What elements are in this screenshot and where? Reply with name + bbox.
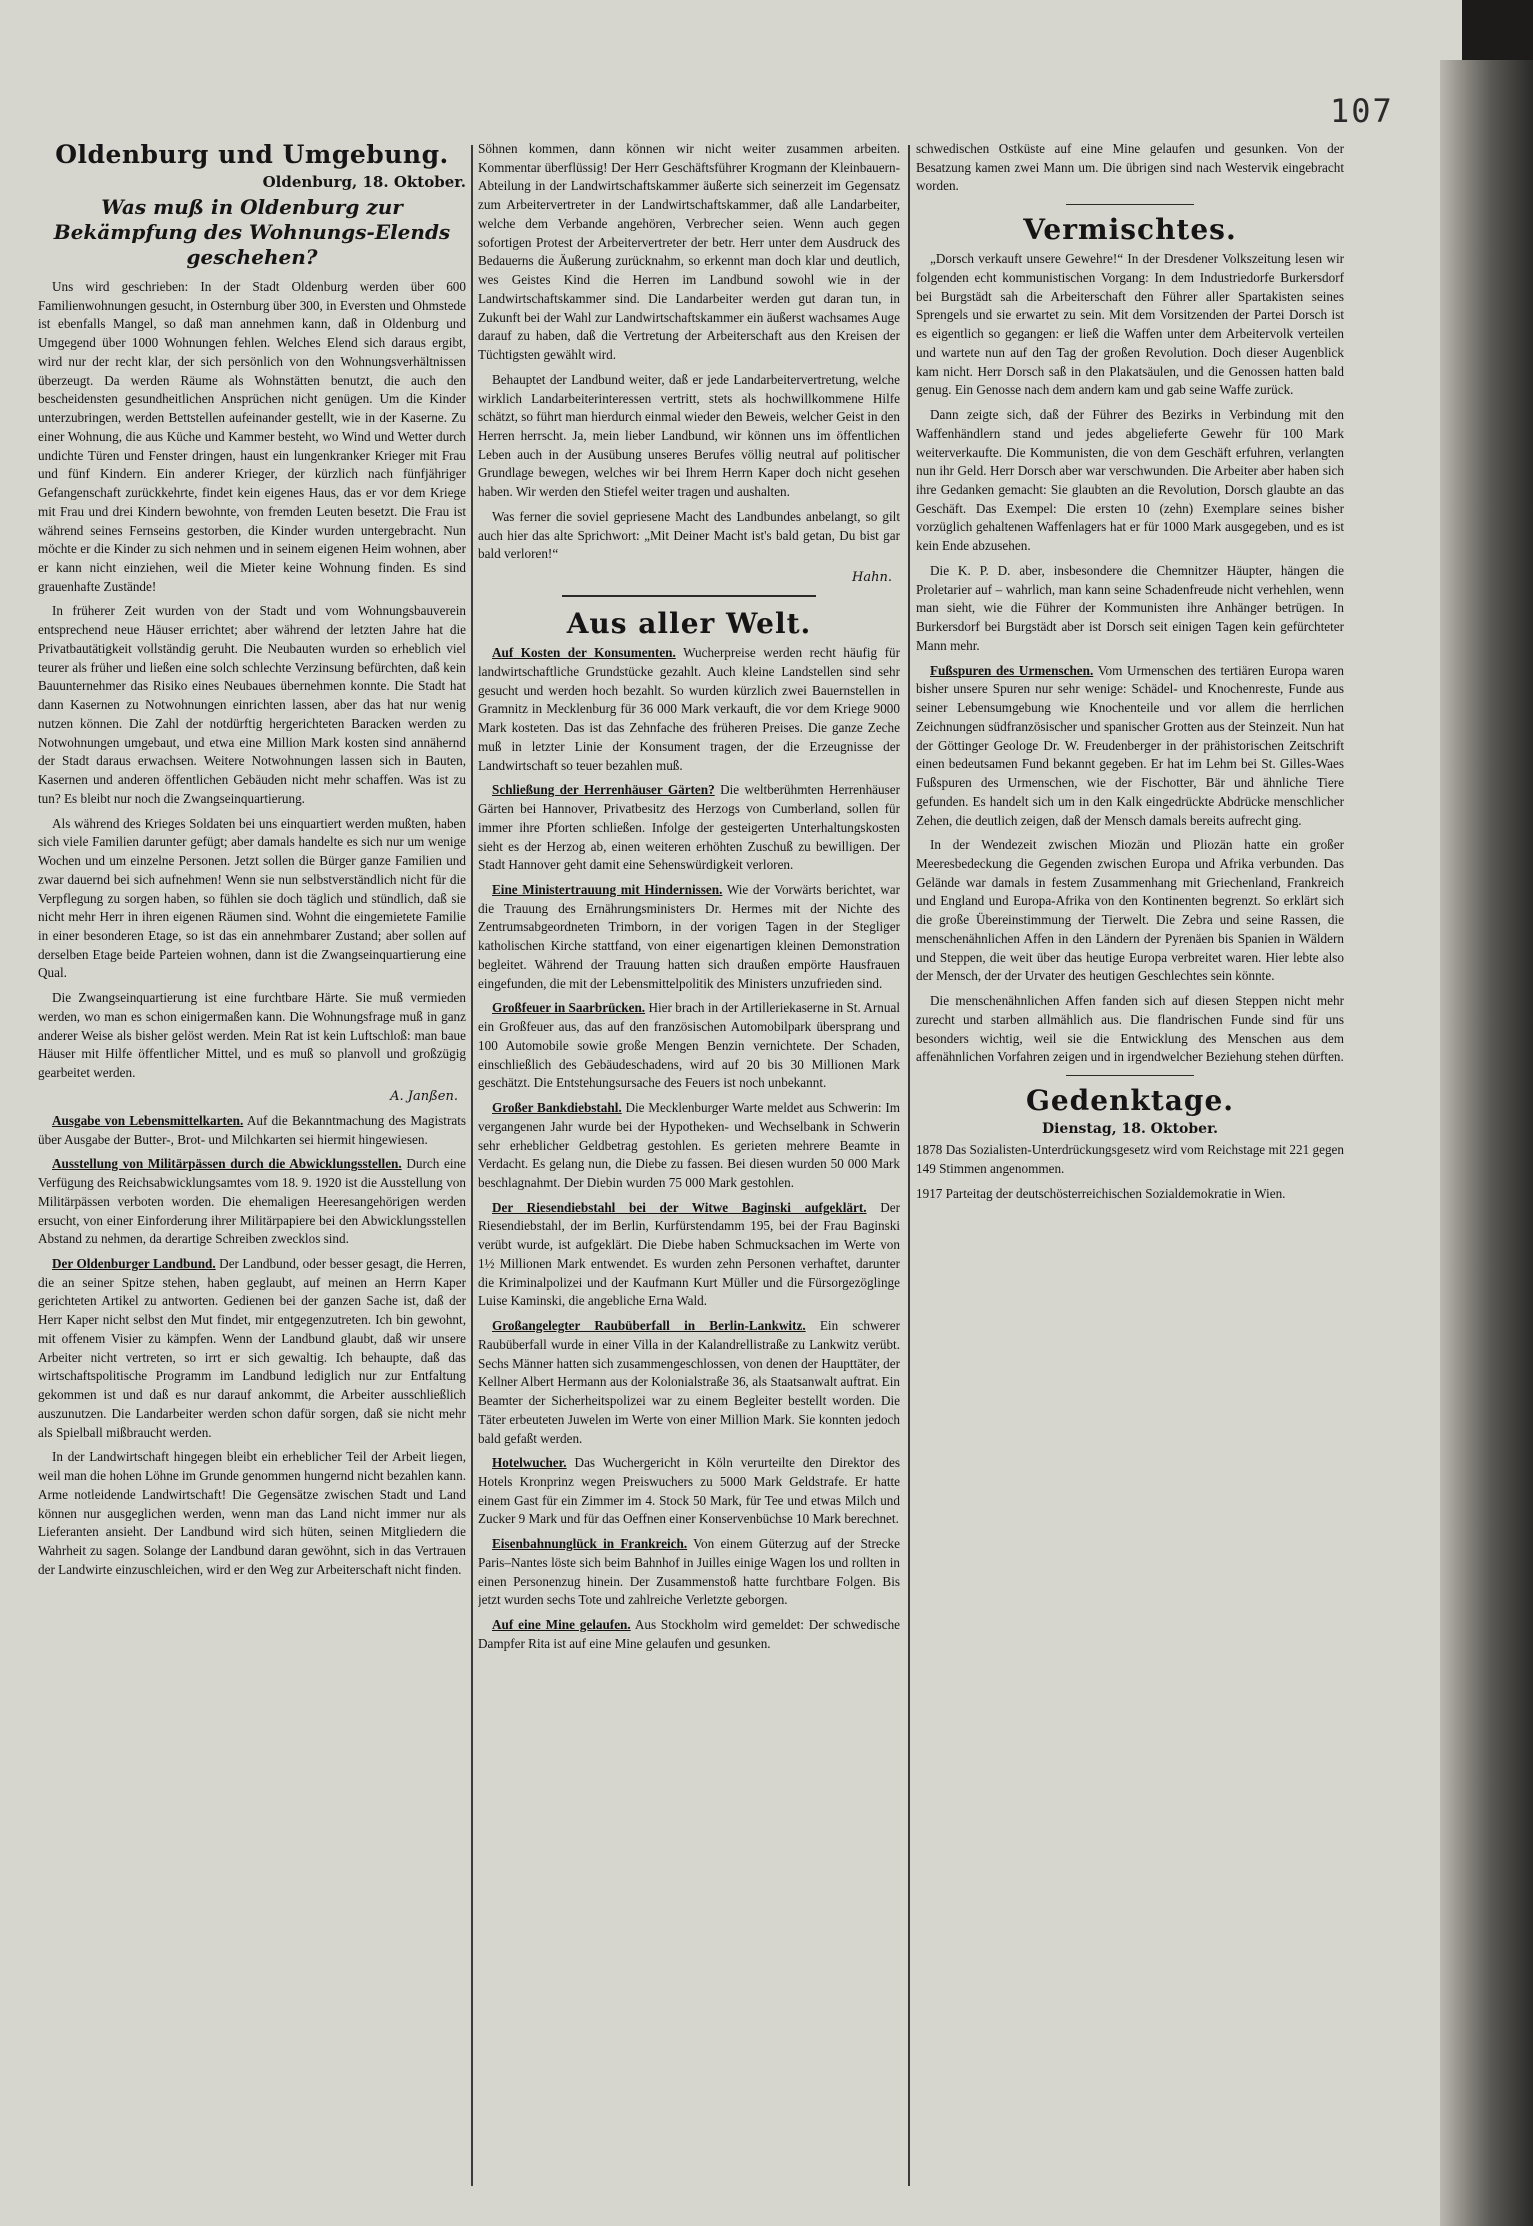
gedenktag-entry: 1878 Das Sozialisten-Unterdrückungsgesetz wird vom Reichstage mit 221 gegen 149 Stimmen angenommen. [916,1142,1344,1176]
section-title-oldenburg: Oldenburg und Umgebung. [55,140,449,169]
article-paragraph: Uns wird geschrieben: In der Stadt Oldenburg werden über 600 Familienwohnungen gesucht, in Osternburg über 300, in Eversten und Ohmstede ist ebenfalls Mangel, so daß man annehmen kann, daß in Oldenburg und Umgegend über 1000 Wohnungen fehlen. Welches Elend sich daraus ergibt, wird nur der recht klar, der sich persönlich von den Wohnungsverhältnissen überzeugt. Da werden Räume als Wohnstätten benutzt, die auch den bescheidensten gesundheitlichen Ansprüchen nicht genügen. Um die Kinder unterzubringen, werden Bettstellen aufeinander gestellt, wie in der Kaserne. Zu einer Wohnung, die aus Küche und Kammer besteht, wo Wind und Wetter durch undichte Türen und Fenster dringen, haust ein lungenkranker Krieger mit Frau und fünf Kindern. Ein anderer Krieger, der kürzlich nach fünfjähriger Gefangenschaft zurückkehrte, findet kein eigenes Haus, das er vor dem Kriege mit Frau und drei Kindern bewohnte, von fremden Leuten besetzt. Die Frau ist während seines Fernseins gestorben, die Kinder wurden untergebracht. Nun möchte er die Kinder zu sich nehmen und in seinem eigenen Heim wohnen, aber er kann nicht einziehen, weil die Mieter keine Wohnung finden. Es sind grauenhafte Zustände! [38,279,466,594]
news-item [916,662,1344,831]
news-item-heading: Eine Ministertrauung mit Hindernissen. [492,881,723,897]
news-item-heading: Auf eine Mine gelaufen. [492,1617,631,1633]
gedenktag-entry: 1917 Parteitag der deutschösterreichischen Sozialdemokratie in Wien. [916,1185,1286,1201]
section-divider [1066,1075,1194,1076]
news-item [478,1317,900,1448]
news-item-heading: Der Oldenburger Landbund. [52,1255,216,1271]
article-paragraph: In der Wendezeit zwischen Miozän und Pliozän hatte ein großer Meeresbedeckung die Gegenden zwischen Europa und Afrika verbunden. Das Gelände war damals in festem Zusammenhang mit Griechenland, Frankreich und England und Europa-Afrika von den Kontinenten begrenzt. So erklärt sich die große Übereinstimmung der Tierwelt. Die Zebra und seine Rassen, die menschenähnlichen Affen in den Ländern der Pyrenäen bis Spanien in Wäldern und Steppen, die weit über das heutige Europa verbreitet waren. Hier lebte also der Mensch, der der Urvater des heutigen Geschlechtes sein könnte. [916,837,1344,984]
news-item-text: Wucherpreise werden recht häufig für landwirtschaftliche Grundstücke gezahlt. Auch kleine Landstellen sind sehr gesucht und werden hoch bezahlt. So wurden kürzlich zwei Bauernstellen in Gramnitz in Mecklenburg für 36 000 Mark verkauft, die vor dem Kriege 9000 Mark kosteten. Das ist das Zehnfache des früheren Preises. Die ganze Zeche muß in letzter Linie der Konsument tragen, der die Erzeugnisse der Landwirtschaft so teuer bezahlen muß. [478,645,900,773]
news-item-heading: Ausstellung von Militärpässen durch die Abwicklungsstellen. [52,1156,402,1172]
news-item [478,644,900,775]
page-number: 107 [1330,92,1394,130]
news-item-text: Durch eine Verfügung des Reichsabwicklungsamtes vom 18. 9. 1920 ist die Ausstellung von Militärpässen verboten worden. Die ehemaligen Heeresangehörigen werden ersucht, von einer Einforderung ihrer Militärpapiere bei den Abwicklungsstellen Abstand zu nehmen, da derartige Schreiben zwecklos sind. [38,1156,466,1247]
news-item-text: Der Landbund, oder besser gesagt, die Herren, die an seiner Spitze stehen, haben geglaubt, auf meinen an Herrn Kaper gerichteten Artikel zu antworten. Gedienen bei der ganzen Sache ist, daß der Herr Kaper nicht selbst den Mut findet, mir entgegenzutreten. Ich bin gewohnt, mit offenem Visier zu kämpfen. Wenn der Landbund glaubt, daß wir unsere Arbeiter nicht vertreten, so irrt er sich gewaltig. Ich behaupte, daß das wirtschaftspolitische Programm im Landbund lediglich nur zur Entfaltung gekommen ist und daß es nur darauf ankommt, die Arbeiter ausschließlich auszunutzen. Die Landarbeiter werden schon dafür sorgen, daß sie nicht mehr als Spielball mißbraucht werden. [38,1255,466,1440]
news-item-heading: Großangelegter Raubüberfall in Berlin-Lankwitz. [492,1318,806,1334]
news-item-text: Hier brach in der Artilleriekaserne in St. Arnual ein Großfeuer aus, das auf den französischen Automobilpark übersprang und 100 Automobile sowie große Mengen Benzin vernichtete. Der Schaden, einschließlich des Gebäudeschadens, wird auf 20 bis 30 Millionen Mark geschätzt. Die Entstehungsursache des Feuers ist noch unbekannt. [478,1000,900,1091]
section-divider [1066,204,1194,205]
article-paragraph: Was ferner die soviel gepriesene Macht des Landbundes anbelangt, so gilt auch hier das alte Sprichwort: „Mit Deiner Macht ist's bald getan, Du bist gar bald verloren!“ [478,508,900,562]
news-item-text: Aus Stockholm wird gemeldet: Der schwedische Dampfer Rita ist auf eine Mine gelaufen und gesunken. [478,1617,900,1651]
news-item-text: Die weltberühmten Herrenhäuser Gärten bei Hannover, Privatbesitz des Herzogs von Cumberland, sollen für immer ihre Pforten schließen. Infolge der gesteigerten Unterhaltungskosten sieht es der Herzog ab, einen weiteren erhöhten Zuschuß zu bewilligen. Der Stadt Hannover geht damit eine Sehenswürdigkeit verloren. [478,782,900,873]
headline-wohnungs-elend: Was muß in Oldenburg zur Bekämpfung des Wohnungs-Elends geschehen? [53,195,451,269]
news-item-heading: Eisenbahnunglück in Frankreich. [492,1536,688,1552]
news-item [478,1535,900,1610]
news-item-text: Von einem Güterzug auf der Strecke Paris–Nantes löste sich beim Bahnhof in Juilles einige Wagen los und rollten in einen Personenzug hinein. Der Zusammenstoß hatte furchtbare Folgen. Bis jetzt wurden sechs Tote und zahlreiche Verletzte geborgen. [478,1536,900,1608]
column-middle [478,140,900,2190]
news-item-text: Auf die Bekanntmachung des Magistrats über Ausgabe der Butter-, Brot- und Milchkarten sei hiermit hingewiesen. [38,1112,466,1147]
news-item-heading: Auf Kosten der Konsumenten. [492,645,676,661]
news-item-text: Ein schwerer Raubüberfall wurde in einer Villa in der Kalandrellistraße zu Lankwitz verübt. Sechs Männer hatten sich zusammengeschlossen, von denen der Haupttäter, der Kellner Albert Hermann aus der Kolonialstraße 36, als Staatsanwalt auftrat. Ein Beamter der Sicherheitspolizei war zu einem Begleiter bestellt worden. Die Täter erbeuteten Juwelen im Werte von einer Million Mark. Sie konnten jedoch bald gefaßt werden. [478,1318,900,1446]
news-item-heading: Großfeuer in Saarbrücken. [492,1000,646,1016]
article-paragraph: Als während des Krieges Soldaten bei uns einquartiert werden mußten, haben sich viele Familien darunter gefügt; aber damals handelte es sich nur um wenige Wochen und um einzelne Personen. Jetzt sollen die Bürger ganze Familien und zwar dauernd bei sich aufnehmen! Wenn sie nun selbstverständlich nicht für die Verpflegung zu sorgen haben, so fühlen sie doch täglich und stündlich, daß sie nicht mehr Herr in ihren eigenen Räumen sind. Wohnt die eingemietete Familie in einer besonderen Etage, so ist das ein annehmbarer Zustand; aber sollen auf derselben Etage beide Parteien wohnen, dann ist die Zwangseinquartierung eine Qual. [38,815,466,981]
news-item-heading: Der Riesendiebstahl bei der Witwe Baginski aufgeklärt. [492,1199,867,1215]
article-paragraph: „Dorsch verkauft unsere Gewehre!“ In der Dresdener Volkszeitung lesen wir folgenden echt kommunistischen Vorgang: In dem Industriedorfe Burkersdorf bei Burgstädt sah die Arbeiterschaft den Führer aller Spartakisten seines Sprengels und sie erwartet zu sein. Mit dem Vorsitzenden der Partei Dorsch ist es eigentlich so gegangen: er ließ die Waffen unter dem Arbeitervolk verteilen und wartete nun auf den Tag der großen Revolution. Doch dieser Augenblick kam nicht. Herr Dorsch saß in den Plakatsäulen, und die Genossen hatten bald genug. Ein Genosse nach dem andern kam und gab seine Waffe zurück. [916,251,1344,398]
news-item [478,999,900,1093]
section-title-aus-aller-welt: Aus aller Welt. [566,607,812,641]
section-title-vermischtes: Vermischtes. [1023,213,1237,247]
article-paragraph: Die Zwangseinquartierung ist eine furchtbare Härte. Sie muß vermieden werden, wo man es schon einigermaßen kann. Die Wohnungsfrage muß in ganz anderer Weise als bisher gelöst werden. Mein Rat ist kein Luftschloß: man baue Häuser mit Hilfe öffentlicher Mittel, und es muß so planvoll und großzügig gearbeitet werden. [38,990,466,1081]
column-left [38,140,466,2190]
news-item [478,1199,900,1311]
news-item [478,881,900,993]
author-signature: A. Janßen. [390,1088,458,1104]
news-item-heading: Fußspuren des Urmenschen. [930,662,1094,678]
article-paragraph: schwedischen Ostküste auf eine Mine gelaufen und gesunken. Von der Besatzung kamen zwei Mann um. Die übrigen sind nach Westervik eingebracht worden. [916,141,1344,194]
news-item-heading: Hotelwucher. [492,1455,567,1471]
news-item [478,781,900,875]
news-item [478,1454,900,1529]
news-item [38,1112,466,1149]
author-signature: Hahn. [852,570,892,586]
gedenktage-date: Dienstag, 18. Oktober. [1041,1121,1219,1138]
news-item-text: Die Mecklenburger Warte meldet aus Schwerin: Im vergangenen Jahr wurde bei der Hypotheken- und Wechselbank in Schwerin sehr erheblicher Geldbetrag gestohlen. Es gerieten mehrere Beamte in Verdacht. Es gelang nun, die Diebe zu fassen. Bei diesen wurden 50 000 Mark beschlagnahmt. Der Diebin wurden 75 000 Mark gestohlen. [478,1100,900,1190]
news-item [38,1155,466,1249]
news-item-text: Der Riesendiebstahl, der im Berlin, Kurfürstendamm 195, bei der Frau Baginski verübt wurde, ist aufgeklärt. Die Diebe haben Schmucksachen im Werte von 1½ Millionen Mark entwendet. Es wurden zehn Personen verhaftet, darunter die Kriminalpolizei und der Kaufmann Kurt Müller und die Fürsorgezöglinge Luise Kaminski, die angebliche Erna Wald. [478,1199,900,1309]
article-paragraph: Behauptet der Landbund weiter, daß er jede Landarbeitervertretung, welche wirklich Landarbeiterinteressen vertritt, stets als hochwillkommene Hilfe schätzt, so führt man hierdurch einmal wieder den Beweis, welcher Geist in den Herren herrscht. Ja, mein lieber Landbund, wir können uns im öffentlichen Leben auch in der Ausübung unseres Berufes völlig neutral auf politischer Grundlage bewegen, welches wir bei Ihrem Herrn Kaper doch nicht gesehen haben. Wir werden den Stiefel weiter tragen und aushalten. [478,371,900,500]
news-item [478,1616,900,1653]
column-right [916,140,1344,2190]
column-rule [908,145,910,2186]
news-item-heading: Schließung der Herrenhäuser Gärten? [492,782,715,798]
news-item-text: Wie der Vorwärts berichtet, war die Trauung des Ernährungsministers Dr. Hermes mit der Nichte des Zentrumsabgeordneten Trimborn, in der vorigen Tagen in der Stegliger katholischen Kirche stattfand, von einer eigenartigen kleinen Demonstration begleitet. Während der Trauung hatten sich draußen empörte Hausfrauen eingefunden, die mit der Lebensmittelpolitik des Ministers unzufrieden sind. [478,881,900,991]
news-item-text: Vom Urmenschen des tertiären Europa waren bisher unsere Spuren nur sehr wenige: Schädel- und Knochenreste, Funde aus seiner Lebensumgebung wie Knochenteile und vor allem die herrlichen Zeichnungen südfranzösischer und spanischer Grotten aus der Steinzeit. Nun hat der Göttinger Geologe Dr. W. Freudenberger in der prähistorischen Zeitschrift einen bedeutsamen Fund bekannt gegeben. Er hat im Lehm bei St. Gilles-Waes Fußspuren des Urmenschen, wie der Fischotter, Bär und ähnliche Tiere gefunden. Es handelt sich um in den Kalk eingedrückte Abdrücke menschlicher Zehen, die deutlich zeigen, daß der Mensch damals bereits aufrecht ging. [916,662,1344,828]
section-divider [562,595,815,597]
news-item [38,1255,466,1442]
news-item-heading: Großer Bankdiebstahl. [492,1100,622,1116]
article-paragraph: Die K. P. D. aber, insbesondere die Chemnitzer Häupter, hängen die Proletarier auf – wahrlich, man kann seine Schadenfreude nicht verhehlen, wenn man sieht, wie die Führer der Kommunisten ihre Anhänger betrügen. In Burkersdorf bei Burgstädt aber ist Dorsch seit einigen Tagen kein gefürchteter Mann mehr. [916,562,1344,653]
book-binding-edge [1440,60,1533,2226]
article-paragraph: In der Landwirtschaft hingegen bleibt ein erheblicher Teil der Arbeit liegen, weil man die hohen Löhne im Grunde genommen hungernd nicht bezahlen kann. Arme notleidende Landwirtschaft! Die Gegensätze zwischen Stadt und Land können nur ausgeglichen werden, wenn man das Land nicht immer nur als Lieferanten ansieht. Der Landbund wird sich hüten, seinen Mitgliedern die Wahrheit zu sagen. Solange der Landbund daran gewöhnt, sich in das Vertrauen der Landwirte einzuschleichen, wird er den Weg zur Arbeiterschaft nicht finden. [38,1449,466,1577]
article-paragraph: Söhnen kommen, dann können wir nicht weiter zusammen arbeiten. Kommentar überflüssig! Der Herr Geschäftsführer Krogmann der Kleinbauern-Abteilung in der Landwirtschaftskammer äußerte sich seinerzeit im Gegensatz zum Arbeitervertreter in der Landwirtschaftskammer, daß alle Landarbeiter, welche dem Verbande angehören, Verbrecher seien. Wenn auch gegen sofortigen Protest der Arbeitervertreter der betr. Herr unter dem Ausdruck des Bedauerns die Äußerung zurücknahm, so erkennt man doch klar und deutlich, wes Geistes Kind die Herren im Landbund sowohl wie in der Landwirtschaftskammer sind. Die Landarbeiter werden gut daran tun, in Zukunft bei der Wahl zur Landwirtschaftskammer ein äußerst wachsames Auge darauf zu haben, daß die Vertretung der Arbeiterschaft aus den Kreisen der Tüchtigsten gewählt wird. [478,141,900,363]
news-item-heading: Ausgabe von Lebensmittelkarten. [52,1112,244,1128]
article-paragraph: Die menschenähnlichen Affen fanden sich auf diesen Steppen nicht mehr zurecht und starben allmählich aus. Die flandrischen Funde sind für uns besonders wichtig, weil sie die Entwicklung des Menschen aus dem affenähnlichen Vorfahren zeigen und in irgendwelcher Beziehung stehen dürften. [916,993,1344,1065]
news-item [478,1099,900,1193]
article-paragraph: Dann zeigte sich, daß der Führer des Bezirks in Verbindung mit den Waffenhändlern stand und jedes abgelieferte Gewehr für 100 Mark weiterverkaufte. Die Kommunisten, die von dem Geschäft erfuhren, verlangten nun ihr Geld. Herr Dorsch aber war verschwunden. Die Arbeiter aber haben sich ihre Gedanken gemacht: Sie glaubten an die Revolution, Dorsch glaubte an das Geschäft. Das Exempel: Die ersten 10 (zehn) Exemplare seines bisher vorzüglich gehaltenen Waffenlagers hat er für 1000 Mark ausgegeben, und es ist kein Ende abzusehen. [916,407,1344,554]
news-item-text: Das Wuchergericht in Köln verurteilte den Direktor des Hotels Kronprinz wegen Preiswuchers zu 5000 Mark Geldstrafe. Er hatte einem Gast für ein Zimmer im 4. Stock 50 Mark, für Tee und etwas Milch und Zucker 9 Mark und für das Oeffnen einer Konservenbüchse 10 Mark berechnet. [478,1455,900,1527]
section-title-gedenktage: Gedenktage. [1025,1084,1235,1118]
article-paragraph: In früherer Zeit wurden von der Stadt und vom Wohnungsbauverein entsprechend neue Häuser errichtet; aber während der letzten Jahre hat die Privatbautätigkeit vollständig geruht. Die Neubauten wurden so erheblich viel teurer als früher und ließen eine solch schlechte Verzinsung befürchten, daß kein Bauunternehmer das Risiko eines Neubaues übernehmen konnte. Die Stadt hat dann Kasernen zu Notwohnungen einrichten lassen, aber das hat nur wenig nutzen können. Die Zahl der notdürftig hergerichteten Baracken werden zu Notwohnungen umgebaut, und etwa eine Million Mark kosten sind annähernd der Stadt daraus erwachsen. Weitere Notwohnungen lassen sich in Bauten, Kasernen und anderen öffentlichen Gebäuden nicht mehr schaffen. Was ist zu tun? Es bleibt nur noch die Zwangseinquartierung. [38,603,466,806]
column-rule [471,145,473,2186]
dateline: Oldenburg, 18. Oktober. [262,173,466,191]
